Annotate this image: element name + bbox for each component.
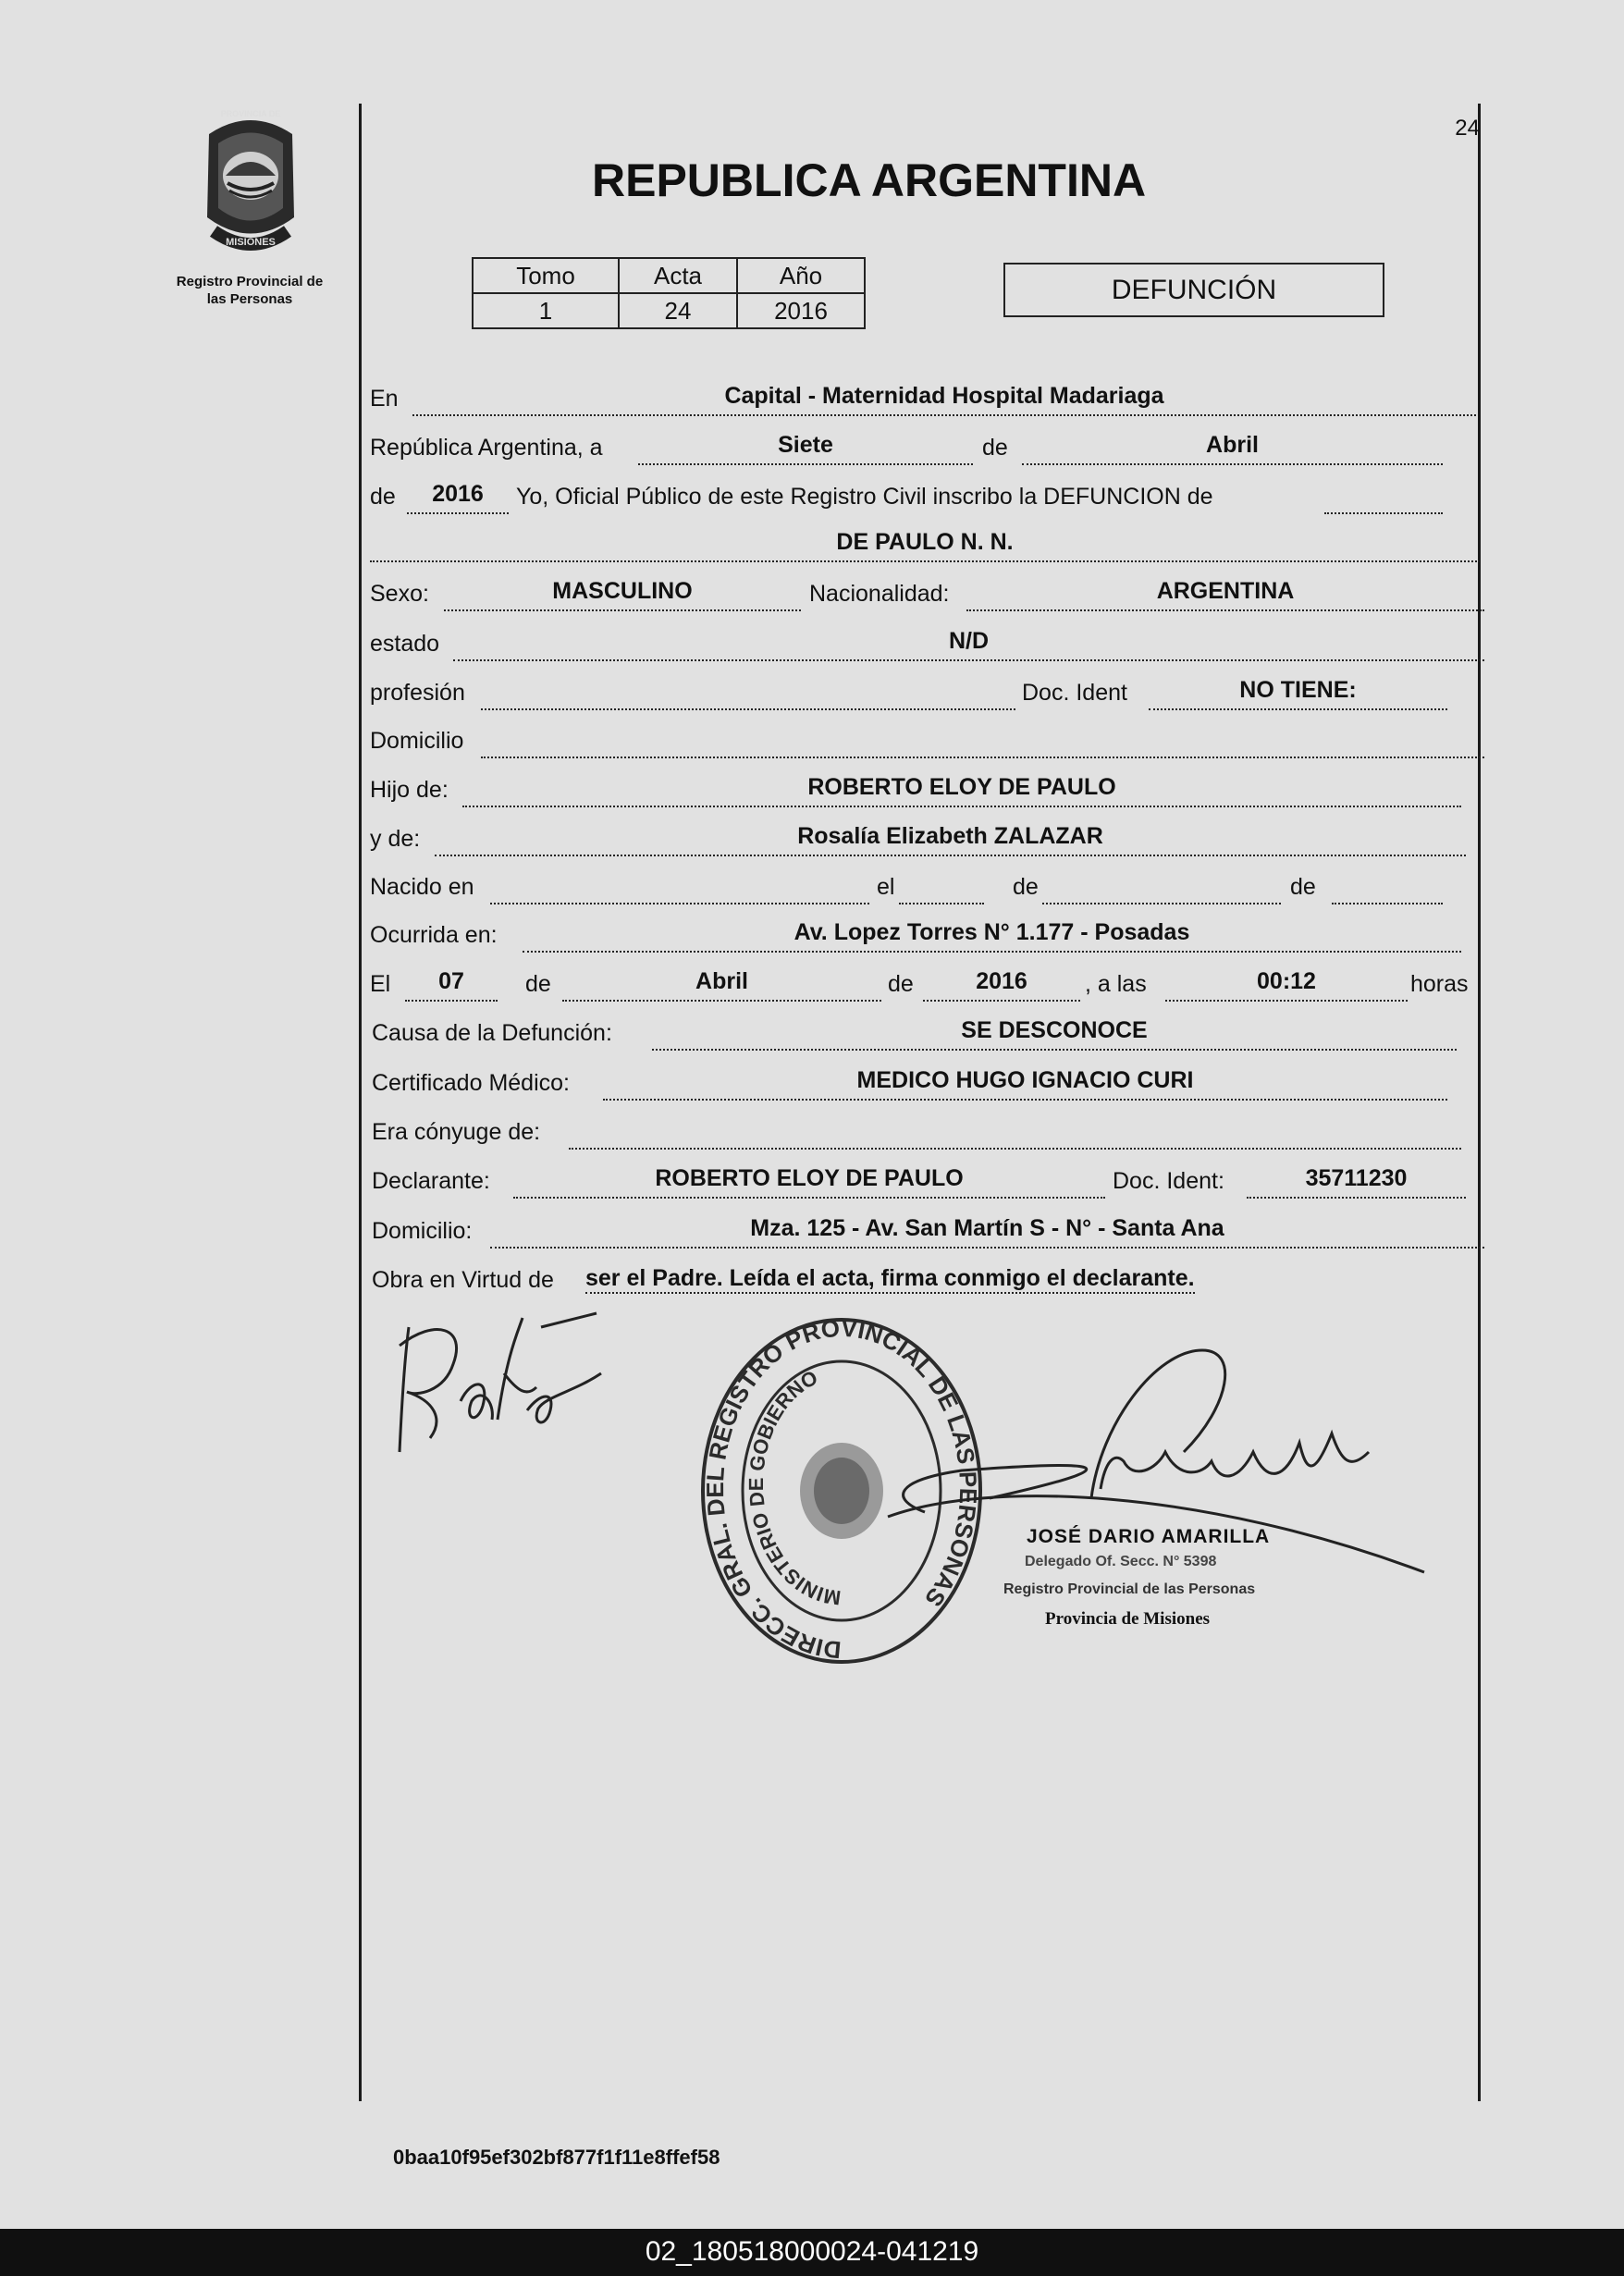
fecha-anio-field xyxy=(923,963,1080,1002)
causa-field xyxy=(652,1012,1457,1051)
hora-value: 00:12 xyxy=(1257,968,1316,994)
el-label: El xyxy=(370,971,391,997)
conyuge-label: Era cónyuge de: xyxy=(372,1119,541,1145)
row-sexo xyxy=(370,574,1484,611)
nacido-el-label: el xyxy=(877,874,895,900)
decl-doc-value: 35711230 xyxy=(1305,1165,1408,1191)
estado-field xyxy=(453,622,1484,661)
document-title: REPUBLICA ARGENTINA xyxy=(592,154,1147,206)
official-name: JOSÉ DARIO AMARILLA xyxy=(1027,1526,1271,1547)
ocurrida-value: Av. Lopez Torres N° 1.177 - Posadas xyxy=(794,919,1190,945)
row-ocurrida xyxy=(370,916,1461,953)
row-conyuge xyxy=(370,1113,1461,1150)
decl-doc-field xyxy=(1247,1160,1466,1199)
ocurrida-field xyxy=(523,914,1461,953)
causa-label: Causa de la Defunción: xyxy=(372,1020,612,1046)
row-fecha-defuncion xyxy=(370,965,1480,1002)
yo-tail-field xyxy=(1324,475,1443,514)
file-identifier: 02_180518000024-041219 xyxy=(645,2236,979,2267)
row-domicilio xyxy=(370,721,1484,758)
nacido-lugar-field xyxy=(490,866,869,904)
nacionalidad-value: ARGENTINA xyxy=(1156,578,1295,604)
seal-bottom-text: MISIONES xyxy=(226,237,276,248)
mes-value: Abril xyxy=(1206,432,1259,458)
certificado-label: Certificado Médico: xyxy=(372,1070,570,1096)
en-label: En xyxy=(370,386,399,412)
nombre-field xyxy=(370,523,1480,562)
official-province: Provincia de Misiones xyxy=(1045,1609,1211,1629)
dia-field xyxy=(638,426,973,465)
mes-field xyxy=(1022,426,1443,465)
estado-label: estado xyxy=(370,631,440,657)
declarante-field xyxy=(513,1160,1105,1199)
madre-value: Rosalía Elizabeth ZALAZAR xyxy=(797,823,1103,849)
de-label: de xyxy=(982,435,1008,461)
profesion-label: profesión xyxy=(370,680,465,706)
row-nacimiento xyxy=(370,867,1443,904)
row-madre xyxy=(370,819,1466,856)
acta-header: Acta xyxy=(619,258,737,293)
padre-field xyxy=(462,769,1461,807)
decl-doc-label: Doc. Ident: xyxy=(1113,1168,1224,1194)
decl-dom-label: Domicilio: xyxy=(372,1218,473,1244)
alas-label: , a las xyxy=(1085,971,1147,997)
ocurrida-label: Ocurrida en: xyxy=(370,922,498,948)
tomo-value: 1 xyxy=(473,293,619,328)
dia-value: Siete xyxy=(778,432,833,458)
fecha-dia-field xyxy=(405,963,498,1002)
registry-table xyxy=(472,257,866,329)
anio-value: 2016 xyxy=(737,293,865,328)
inscripcion-text: Yo, Oficial Público de este Registro Civil inscribo la DEFUNCION de xyxy=(516,484,1213,510)
fecha-dia-value: 07 xyxy=(438,968,464,994)
nacido-anio-field xyxy=(1332,866,1443,904)
left-margin-line xyxy=(359,104,362,2101)
document-hash: 0baa10f95ef302bf877f1f11e8ffef58 xyxy=(393,2146,720,2169)
nacido-dia-field xyxy=(899,866,984,904)
profesion-field xyxy=(481,671,1015,710)
declarante-value: ROBERTO ELOY DE PAULO xyxy=(655,1165,964,1191)
docident-field xyxy=(1149,671,1447,710)
certificado-field xyxy=(603,1062,1447,1101)
horas-label: horas xyxy=(1410,971,1469,997)
nacido-de-label: de xyxy=(1013,874,1039,900)
docident-value: NO TIENE: xyxy=(1239,677,1357,703)
nacionalidad-field xyxy=(966,572,1484,611)
docident-label: Doc. Ident xyxy=(1022,680,1127,706)
row-declarante-domicilio xyxy=(370,1212,1484,1249)
republica-label: República Argentina, a xyxy=(370,435,603,461)
sexo-field xyxy=(444,572,801,611)
row-lugar xyxy=(370,379,1480,416)
nacionalidad-label: Nacionalidad: xyxy=(809,581,950,607)
hora-field xyxy=(1165,963,1408,1002)
anio-value: 2016 xyxy=(432,481,484,507)
domicilio-label: Domicilio xyxy=(370,728,464,754)
sexo-label: Sexo: xyxy=(370,581,429,607)
fecha-de-label: de xyxy=(525,971,551,997)
padre-value: ROBERTO ELOY DE PAULO xyxy=(807,774,1116,800)
nacido-label: Nacido en xyxy=(370,874,474,900)
official-office: Registro Provincial de las Personas xyxy=(1003,1581,1256,1597)
decl-dom-value: Mza. 125 - Av. San Martín S - N° - Santa Ana xyxy=(750,1215,1224,1241)
hijo-label: Hijo de: xyxy=(370,777,449,803)
row-certificado xyxy=(370,1064,1447,1101)
obra-label: Obra en Virtud de xyxy=(372,1267,554,1293)
acta-value: 24 xyxy=(619,293,737,328)
row-profesion xyxy=(370,673,1447,710)
certificado-value: MEDICO HUGO IGNACIO CURI xyxy=(856,1067,1194,1093)
row-anio-inscripcion xyxy=(370,477,1480,514)
row-fecha-inscripcion xyxy=(370,428,1480,465)
tomo-header: Tomo xyxy=(473,258,619,293)
declarant-signature xyxy=(379,1290,620,1475)
anio-header: Año xyxy=(737,258,865,293)
row-nombre xyxy=(370,525,1480,562)
conyuge-field xyxy=(569,1111,1461,1150)
causa-value: SE DESCONOCE xyxy=(961,1017,1148,1043)
lugar-field xyxy=(412,377,1476,416)
decl-dom-field xyxy=(490,1210,1484,1249)
fecha-anio-value: 2016 xyxy=(976,968,1027,994)
sexo-value: MASCULINO xyxy=(552,578,693,604)
lugar-value: Capital - Maternidad Hospital Madariaga xyxy=(724,383,1164,409)
official-role: Delegado Of. Secc. N° 5398 xyxy=(1025,1554,1217,1569)
seal-top-text: PROVINCIA DE xyxy=(220,109,281,118)
registry-org-name: Registro Provincial de las Personas xyxy=(176,274,324,307)
madre-field xyxy=(435,818,1466,856)
nacido-de-label-2: de xyxy=(1290,874,1316,900)
de-label-2: de xyxy=(370,484,396,510)
nacido-mes-field xyxy=(1042,866,1281,904)
nombre-value: DE PAULO N. N. xyxy=(836,529,1014,555)
obra-value: ser el Padre. Leída el acta, firma conmigo el declarante. xyxy=(585,1265,1195,1294)
stamp-inner-text: MINISTERIO DE GOBIERNO xyxy=(744,1365,843,1610)
anio-field xyxy=(407,475,509,514)
domicilio-field xyxy=(481,720,1484,758)
row-declarante xyxy=(370,1162,1466,1199)
estado-value: N/D xyxy=(948,628,990,654)
row-estado xyxy=(370,624,1484,661)
row-padre xyxy=(370,770,1461,807)
declarante-label: Declarante: xyxy=(372,1168,490,1194)
fecha-de-label-2: de xyxy=(888,971,914,997)
stamp-outer-text: DIRECC. GRAL. DEL REGISTRO PROVINCIAL DE LAS PERSONAS xyxy=(701,1313,983,1665)
document-type-box: DEFUNCIÓN xyxy=(1003,263,1384,317)
yde-label: y de: xyxy=(370,826,421,852)
fecha-mes-field xyxy=(562,963,881,1002)
fecha-mes-value: Abril xyxy=(695,968,748,994)
page-number: 24 xyxy=(1455,116,1480,141)
row-causa xyxy=(370,1014,1457,1051)
